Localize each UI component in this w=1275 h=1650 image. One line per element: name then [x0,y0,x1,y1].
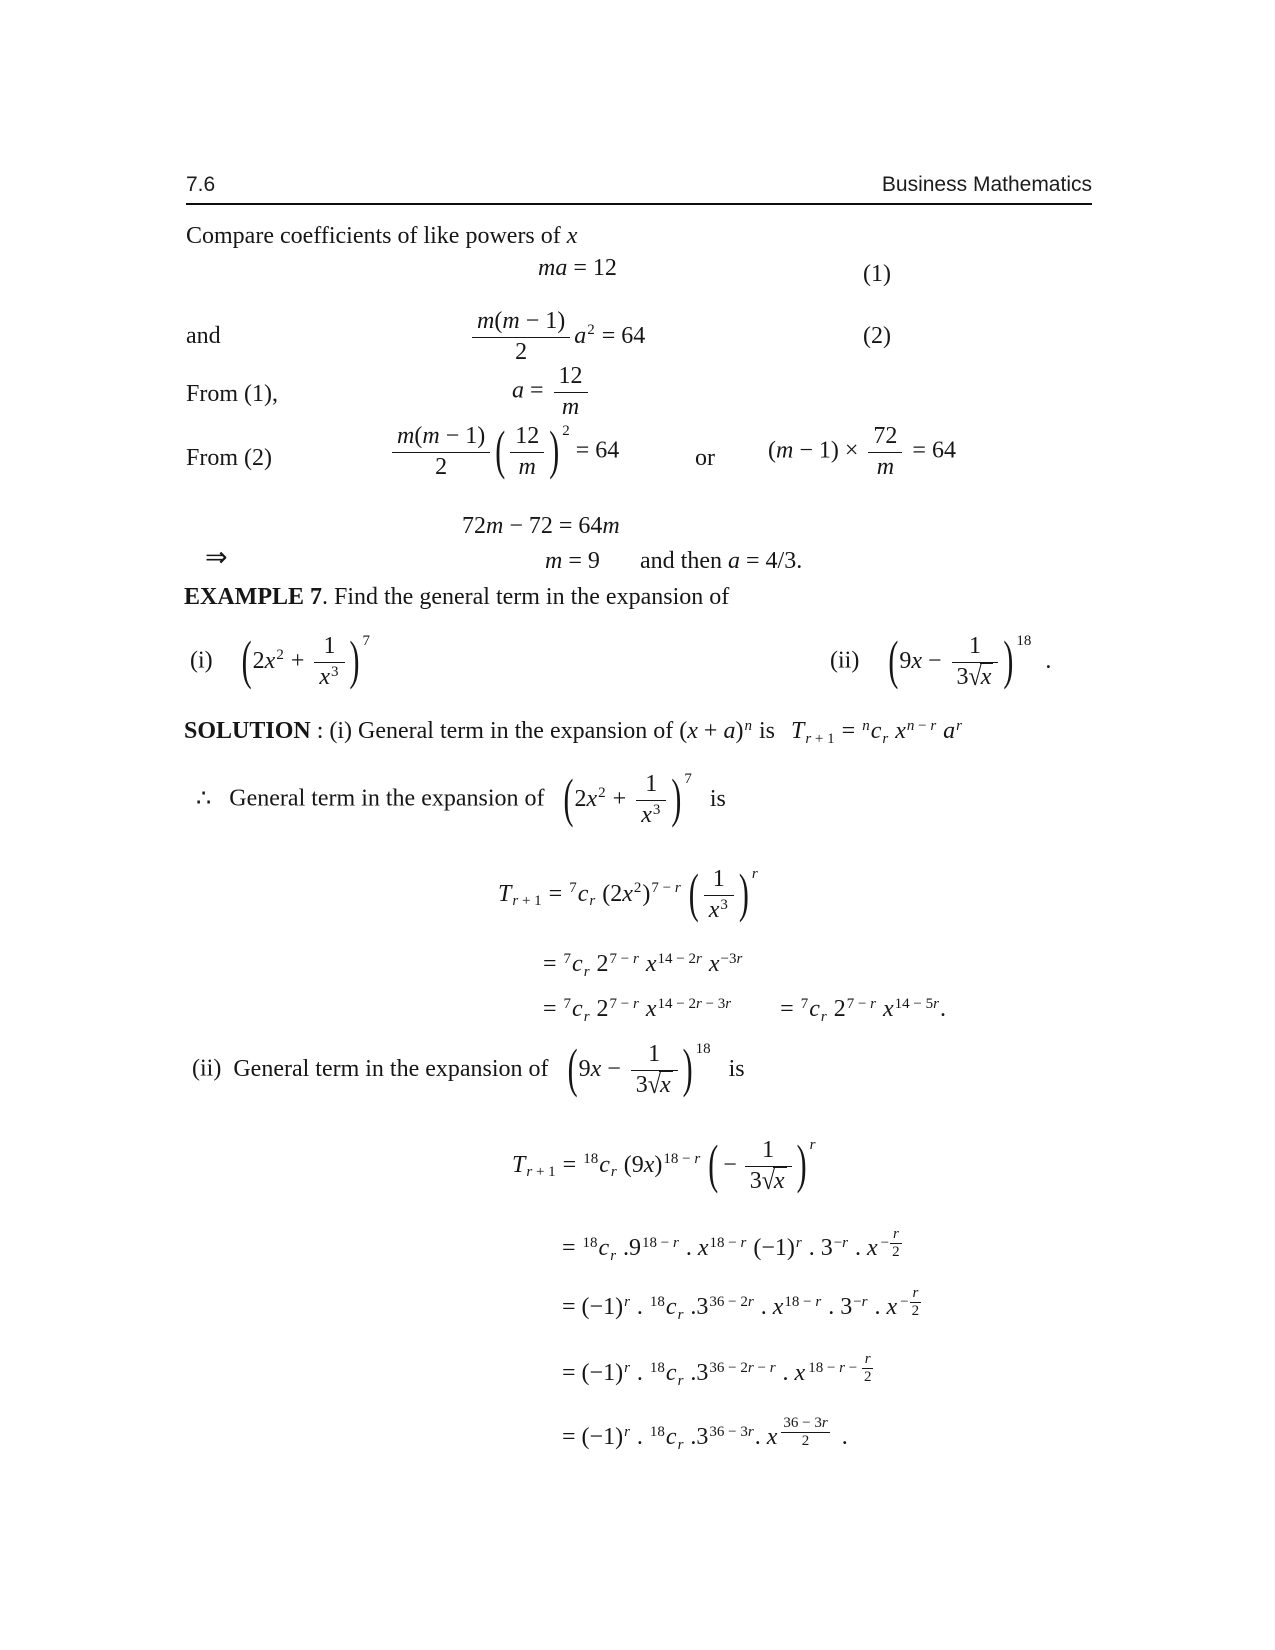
lead-from-2 [186,444,272,473]
alt-lhs: (m − 1) × [768,437,865,464]
left-paren: ( [241,631,252,691]
radical-sign: √ [968,662,982,692]
exponent-prefix: − [900,1294,909,1310]
left-paren: ( [563,769,574,829]
exponent-prefix: − [880,1235,890,1251]
and-then-a [640,547,802,576]
numerator: 1 [968,633,981,659]
denominator: 2 [472,337,570,365]
part-ii-tail: is [728,1055,745,1082]
equation-ii-step2-body: = $^{18}c_r$ $.9^{18 - r}$ . $x^{18 - r}$ $(-1)^r$ . $3^{-r}$ . x [562,1234,878,1264]
equation-2 [468,309,645,365]
denominator: 2 [392,452,490,480]
denominator: $x^3$ [636,800,666,828]
equation-ii-step1-head: $T_{r + 1} = ^{18}c_r$ $(9x)^{18 - r}$ [512,1151,701,1181]
lead-and [186,322,221,351]
expression-head: 9x − [578,1055,627,1082]
running-title: Business Mathematics [881,173,1092,196]
denominator: $x^3$ [704,895,734,923]
left-paren: ( [495,421,506,481]
exponent-fraction: $\frac{36 - 3r}{2}$ [783,1415,828,1450]
trailing-period: . [1045,647,1052,674]
item-i-expression: ($2x^2$ + $\frac{1}{x^3}$ ) 7 [241,631,371,691]
coefficient: 3 [749,1168,762,1195]
equation-ii-step3 [562,1285,921,1327]
right-paren: ) [1003,631,1014,691]
therefore-tail: is [709,785,726,812]
left-paren: ( [567,1039,578,1099]
equation-ma [538,254,617,283]
lead-and-text: and [186,323,221,349]
word-or-text: or [695,445,715,471]
square-root [762,1168,787,1194]
coefficient: 3 [956,664,969,691]
equation-from-1-lhs: a = [512,377,550,404]
word-or [695,444,715,473]
alt-rhs: = 64 [906,437,956,464]
page-header [186,172,1092,205]
part-ii-expression: (9x − $\frac{1}{3√x}$ ) 18 [567,1039,711,1100]
right-paren: ) [349,631,360,691]
numerator: 1 [323,633,336,659]
item-ii-label: (ii) [830,647,860,674]
left-paren: ( [708,1135,719,1195]
minus-sign: − [723,1151,737,1178]
part-ii-label: (ii) [192,1055,222,1082]
solution-text: : (i) General term in the expansion of $(x + a)^n$ is [310,717,775,744]
denominator: m [554,392,588,420]
fraction [636,772,666,828]
numerator: 1 [712,866,725,892]
fraction [704,867,734,923]
lead-from-2-text: From (2) [186,445,272,471]
equation-ii-step4-body: = $(-1)^r$ . $^{18}c_r$ $.3^{36 - 2r - r}$ . x [562,1359,806,1389]
radical-sign: √ [761,1166,775,1196]
part-ii-heading [192,1039,745,1100]
x-exponent [881,1227,902,1260]
equation-ii-step4 [562,1351,873,1393]
equation-ii-step5 [562,1415,848,1457]
denominator: $x^3$ [314,662,344,690]
fraction [745,1138,792,1194]
equation-i-step2-body: = $^7c_r$ $2^{7 - r}$ $x^{14 - 2r}$ $x^{-3r}$ [543,950,743,980]
equation-72m [462,512,620,541]
equation-i-step2 [543,950,743,979]
example-7-text: . Find the general term in the expansion of [322,584,730,610]
square-root [648,1072,673,1098]
implies-arrow-glyph: ⇒ [205,542,228,572]
label-1-text: (1) [863,261,891,287]
lead-from-1 [186,380,278,409]
equation-i-step1-head: $T_{r + 1} = ^7c_r$ $(2x^2)^{7 - r}$ [498,880,681,910]
denominator [952,662,999,690]
equation-ii-step5-body: = $(-1)^r$ . $^{18}c_r$ $.3^{36 - 3r}$. x [562,1423,778,1453]
fraction [314,634,344,690]
page-number: 7.6 [186,173,216,196]
equation-from-1 [512,364,592,420]
numerator: 72 [873,423,898,449]
equation-from-2-alt [768,424,956,480]
equation-ma-body: ma = 12 [538,255,617,281]
equation-m-9-body: m = 9 [545,548,600,574]
expression-head: $2x^2$ + [252,647,311,674]
example-item-i [190,631,371,691]
right-paren: ) [671,769,682,829]
denominator [631,1070,678,1098]
equation-i-step1: $T_{r + 1} = ^7c_r$ $(2x^2)^{7 - r}$ ( $\frac{1}{x^3}$ ) r [498,864,758,924]
intro-sentence [186,222,577,251]
item-ii-expression: (9x − $\frac{1}{3√x}$ ) 18 [888,631,1032,692]
therefore-expression: ($2x^2$ + $\frac{1}{x^3}$ ) 7 [563,769,692,829]
denominator: m [868,452,902,480]
example-7-label: EXAMPLE 7 [184,584,322,610]
equation-ii-step2 [562,1226,902,1268]
radicand: x [980,664,992,691]
example-item-ii [830,631,1052,692]
fraction [392,424,490,480]
expression-head: 9x − [899,647,948,674]
intro-text: Compare coefficients of like powers of x [186,223,578,249]
equation-i-step3b: = $^7c_r$ $2^{7 - r}$ $x^{14 - 5r}$. [780,995,946,1025]
example-7-heading [184,583,729,612]
inner-fraction [510,424,544,480]
radical-sign: √ [647,1070,661,1100]
numerator: m(m − 1) [397,423,486,449]
fraction [631,1042,678,1098]
exponent-fraction: $\frac{r}{2}$ [911,1285,920,1320]
numerator: 1 [762,1137,775,1163]
equation-72m-body: 72m − 72 = 64m [462,513,620,539]
solution-label: SOLUTION [184,718,311,744]
numerator: 1 [645,771,658,797]
fraction [554,364,588,420]
equation-i-step3 [543,995,946,1024]
coefficient: 3 [635,1072,648,1099]
equation-2-tail: $a^2 = 64$ [574,322,646,349]
item-i-label: (i) [190,647,213,674]
radicand: x [773,1168,785,1195]
x-exponent [808,1352,873,1385]
right-paren: ) [682,1039,693,1099]
fraction [952,634,999,690]
right-paren: ) [738,864,749,924]
lead-from-1-text: From (1), [186,381,278,407]
fraction [868,424,902,480]
part-ii-text: General term in the expansion of [233,1055,549,1082]
equation-from-2: $\frac{m(m - 1)}{2}$ ( $\frac{12}{m}$ ) 2 = 64 [388,424,619,480]
fraction [472,309,570,365]
therefore-line [196,769,726,829]
solution-line [184,717,963,746]
right-paren: ) [549,421,560,481]
equation-ii-step1: $T_{r + 1} = ^{18}c_r$ $(9x)^{18 - r}$ ( − $\frac{1}{3√x}$ ) r [512,1135,816,1196]
numerator: m(m − 1) [477,308,566,334]
equation-label-2 [863,322,891,351]
label-2-text: (2) [863,323,891,349]
and-then-a-text: and then a = 4/3. [640,548,803,574]
therefore-symbol: ∴ [196,785,212,812]
numerator: 12 [515,423,540,449]
numerator: 12 [558,363,583,389]
denominator [745,1166,792,1194]
denominator: m [510,452,544,480]
implies-arrow [205,541,228,573]
exponent-fraction: $\frac{r}{2}$ [892,1226,900,1261]
therefore-text: General term in the expansion of [229,785,545,812]
radicand: x [659,1072,671,1099]
equation-m-9 [545,547,600,576]
equation-i-step3a: = $^7c_r$ $2^{7 - r}$ $x^{14 - 2r - 3r}$ [543,995,732,1025]
equation-label-1 [863,260,891,289]
left-paren: ( [888,631,899,691]
trailing-period: . [841,1424,848,1450]
right-paren: ) [796,1135,807,1195]
exponent-prefix: 18 − r − [808,1360,861,1376]
x-exponent [900,1286,921,1319]
general-term-formula: $T_{r + 1} = ^nc_r$ $x^{n - r}$ $a^r$ [790,717,962,747]
left-paren: ( [688,864,699,924]
expression-head: $2x^2$ + [574,785,633,812]
numerator: 1 [648,1041,661,1067]
square-root [969,664,994,690]
x-exponent [780,1416,829,1449]
exponent-fraction: $\frac{r}{2}$ [863,1351,872,1386]
equation-ii-step3-body: = $(-1)^r$ . $^{18}c_r$ $.3^{36 - 2r}$ . $x^{18 - r}$ . $3^{-r}$ . x [562,1293,898,1323]
equation-from-2-tail: = 64 [569,437,620,464]
